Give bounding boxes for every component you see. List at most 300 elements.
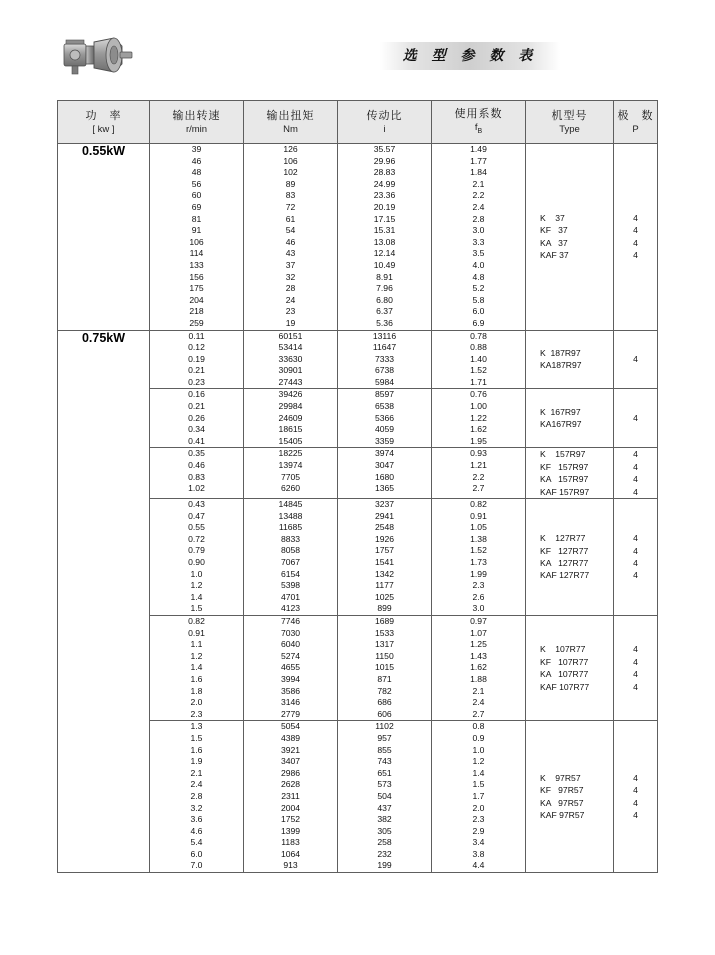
output-torque-cell-value: 5398 <box>280 580 301 591</box>
output-speed-cell-value: 0.46 <box>188 460 205 471</box>
col-header-ratio-en: i <box>383 123 386 135</box>
output-torque-cell-value: 13488 <box>278 510 303 521</box>
model-type-value: KF 37 <box>540 225 568 236</box>
page-title <box>380 42 560 70</box>
service-factor-cell-value: 1.4 <box>472 767 485 778</box>
output-torque-cell <box>244 721 338 873</box>
output-torque-cell-value: 46 <box>285 236 296 247</box>
gear-ratio-cell-value: 1025 <box>374 591 395 602</box>
output-torque-cell-value: 6040 <box>280 639 301 650</box>
gear-ratio-cell-value: 7333 <box>374 353 395 364</box>
output-torque-cell-value: 102 <box>283 167 298 178</box>
poles-cell <box>614 448 658 499</box>
poles-value: 4 <box>633 449 638 460</box>
output-speed-cell <box>150 616 244 721</box>
gear-ratio-cell <box>338 499 432 616</box>
model-type-value: K 37 <box>540 212 565 223</box>
poles-cell <box>614 721 658 873</box>
output-torque-cell <box>244 499 338 616</box>
table-row <box>58 144 658 331</box>
output-torque-cell-value: 18615 <box>278 424 303 435</box>
poles-value: 4 <box>633 656 638 667</box>
spec-table-container <box>57 100 657 873</box>
output-speed-cell-value: 0.47 <box>188 510 205 521</box>
output-speed-cell-value: 0.83 <box>188 471 205 482</box>
output-speed-cell <box>150 330 244 389</box>
service-factor-cell-value: 2.2 <box>472 471 485 482</box>
service-factor-cell-value: 2.0 <box>472 802 485 813</box>
output-speed-cell-value: 106 <box>189 236 204 247</box>
model-type-value: K 157R97 <box>540 449 586 460</box>
gear-ratio-cell <box>338 616 432 721</box>
service-factor-cell-value: 1.25 <box>470 639 487 650</box>
service-factor-cell-value: 3.0 <box>472 225 485 236</box>
poles-value: 4 <box>633 772 638 783</box>
output-torque-cell-value: 53414 <box>278 342 303 353</box>
gear-ratio-cell-value: 2941 <box>374 510 395 521</box>
service-factor-cell-value: 0.88 <box>470 342 487 353</box>
service-factor-cell-value: 2.3 <box>472 580 485 591</box>
table-body <box>58 144 658 873</box>
poles-value: 4 <box>633 250 638 261</box>
service-factor-cell-value: 1.07 <box>470 627 487 638</box>
col-header-type-en: Type <box>559 123 580 135</box>
gear-ratio-cell-value: 1689 <box>374 616 395 626</box>
gear-ratio-cell-value: 6.37 <box>376 306 393 317</box>
output-torque-cell <box>244 389 338 448</box>
gear-ratio-cell-value: 11647 <box>372 342 397 353</box>
output-torque-cell-value: 37 <box>285 259 296 270</box>
gear-ratio-cell-value: 1680 <box>374 471 395 482</box>
output-speed-cell-value: 6.0 <box>190 848 203 859</box>
model-type-cell <box>526 144 614 331</box>
service-factor-cell-value: 0.93 <box>470 448 487 459</box>
output-torque-cell-value: 6260 <box>280 483 301 494</box>
gear-ratio-cell-value: 1177 <box>375 580 394 591</box>
fb-symbol: f <box>474 121 478 133</box>
output-torque-cell-value: 7067 <box>280 557 301 568</box>
service-factor-cell-value: 1.52 <box>470 545 487 556</box>
output-speed-cell-value: 175 <box>189 283 204 294</box>
gear-ratio-cell <box>338 330 432 389</box>
output-speed-cell-value: 1.02 <box>188 483 205 494</box>
output-speed-cell-value: 0.82 <box>188 616 205 626</box>
output-torque-cell-value: 1064 <box>280 848 301 859</box>
model-type-value: K 97R57 <box>540 772 581 783</box>
service-factor-cell <box>432 721 526 873</box>
gear-ratio-cell-value: 782 <box>377 685 392 696</box>
service-factor-cell-value: 2.4 <box>472 201 485 212</box>
gear-ratio-cell-value: 6738 <box>374 365 395 376</box>
poles-cell <box>614 389 658 448</box>
output-torque-cell <box>244 448 338 499</box>
output-speed-cell-value: 1.0 <box>190 568 203 579</box>
output-speed-cell-value: 39 <box>191 144 202 154</box>
poles-value: 4 <box>633 785 638 796</box>
output-speed-cell-value: 2.4 <box>190 779 203 790</box>
output-torque-cell-value: 72 <box>285 201 296 212</box>
model-type-value: KAF 127R77 <box>540 570 590 581</box>
output-torque-cell-value: 33630 <box>278 353 303 364</box>
output-speed-cell-value: 0.79 <box>188 545 205 556</box>
service-factor-cell-value: 0.91 <box>470 510 487 521</box>
model-type-value: KF 107R77 <box>540 656 589 667</box>
service-factor-cell-value: 1.0 <box>472 744 485 755</box>
gear-ratio-cell-value: 4059 <box>374 424 395 435</box>
output-speed-cell-value: 2.3 <box>190 708 203 719</box>
output-speed-cell-value: 0.12 <box>188 342 205 353</box>
gear-ratio-cell-value: 305 <box>377 825 392 836</box>
output-speed-cell-value: 7.0 <box>190 860 203 871</box>
model-type-value: KA 127R77 <box>540 558 589 569</box>
service-factor-cell-value: 1.49 <box>470 144 487 154</box>
poles-value: 4 <box>633 354 638 365</box>
output-torque-cell-value: 1183 <box>281 837 300 848</box>
gear-ratio-cell-value: 1926 <box>374 533 395 544</box>
output-speed-cell <box>150 144 244 331</box>
poles-value: 4 <box>633 810 638 821</box>
poles-cell <box>614 616 658 721</box>
output-speed-cell-value: 0.26 <box>188 412 205 423</box>
service-factor-cell-value: 1.40 <box>470 353 487 364</box>
model-type-value: K 107R77 <box>540 644 586 655</box>
poles-value: 4 <box>633 545 638 556</box>
table-row <box>58 330 658 389</box>
output-speed-cell-value: 2.8 <box>190 790 203 801</box>
gear-ratio-cell-value: 232 <box>377 848 392 859</box>
gear-ratio-cell-value: 199 <box>377 860 392 871</box>
gear-ratio-cell-value: 686 <box>377 697 392 708</box>
output-torque-cell-value: 7746 <box>280 616 301 626</box>
output-speed-cell-value: 3.6 <box>190 814 203 825</box>
service-factor-cell-value: 1.84 <box>470 167 487 178</box>
output-speed-cell-value: 204 <box>189 294 204 305</box>
output-speed-cell-value: 91 <box>191 225 202 236</box>
gear-ratio-cell-value: 855 <box>377 744 392 755</box>
col-header-poles-cn: 极 数 <box>617 108 654 122</box>
output-torque-cell-value: 1399 <box>280 825 301 836</box>
model-type-cell <box>526 616 614 721</box>
poles-cell <box>614 330 658 389</box>
service-factor-cell-value: 1.73 <box>470 557 487 568</box>
service-factor-cell-value: 4.0 <box>472 259 485 270</box>
gear-ratio-cell-value: 3359 <box>374 435 395 446</box>
service-factor-cell-value: 1.2 <box>472 756 485 767</box>
output-speed-cell-value: 1.4 <box>190 591 203 602</box>
col-header-poles <box>614 101 658 144</box>
output-speed-cell-value: 0.11 <box>188 330 205 341</box>
output-speed-cell-value: 156 <box>189 271 204 282</box>
poles-value: 4 <box>633 797 638 808</box>
output-speed-cell-value: 1.6 <box>190 673 203 684</box>
service-factor-cell-value: 2.1 <box>472 685 485 696</box>
service-factor-cell-value: 3.0 <box>472 603 485 614</box>
gear-ratio-cell-value: 10.49 <box>373 259 396 270</box>
gear-ratio-cell-value: 382 <box>377 814 392 825</box>
gear-ratio-cell <box>338 389 432 448</box>
output-torque-cell-value: 27443 <box>278 376 303 387</box>
service-factor-cell-value: 2.4 <box>472 697 485 708</box>
output-speed-cell-value: 1.6 <box>190 744 203 755</box>
model-type-cell <box>526 448 614 499</box>
gear-ratio-cell-value: 24.99 <box>373 178 396 189</box>
model-type-value: KF 157R97 <box>540 461 589 472</box>
service-factor-cell <box>432 616 526 721</box>
output-torque-cell-value: 106 <box>283 155 298 166</box>
output-torque-cell-value: 7705 <box>280 471 301 482</box>
output-speed-cell-value: 114 <box>189 248 204 259</box>
output-speed-cell-value: 0.23 <box>188 376 205 387</box>
gear-ratio-cell-value: 606 <box>377 708 392 719</box>
service-factor-cell-value: 5.8 <box>472 294 485 305</box>
output-torque-cell-value: 2311 <box>281 790 300 801</box>
poles-value: 4 <box>633 212 638 223</box>
service-factor-cell-value: 1.05 <box>470 522 487 533</box>
gear-ratio-cell <box>338 721 432 873</box>
output-speed-cell-value: 1.8 <box>190 685 203 696</box>
service-factor-cell-value: 5.2 <box>472 283 485 294</box>
output-speed-cell-value: 1.1 <box>190 639 203 650</box>
service-factor-cell-value: 2.2 <box>472 190 485 201</box>
col-header-type-cn: 机型号 <box>551 108 588 122</box>
gear-ratio-cell-value: 29.96 <box>373 155 396 166</box>
gear-ratio-cell-value: 15.31 <box>373 225 396 236</box>
gear-ratio-cell-value: 1317 <box>374 639 395 650</box>
output-torque-cell-value: 24 <box>285 294 296 305</box>
col-header-torque-cn: 输出扭矩 <box>266 108 315 122</box>
poles-value: 4 <box>633 681 638 692</box>
col-header-torque <box>244 101 338 144</box>
output-torque-cell-value: 19 <box>285 317 296 328</box>
service-factor-cell-value: 1.00 <box>470 401 487 412</box>
output-speed-cell-value: 2.0 <box>190 697 203 708</box>
gear-ratio-cell-value: 1533 <box>374 627 395 638</box>
poles-value: 4 <box>633 461 638 472</box>
output-speed-cell-value: 1.9 <box>190 756 203 767</box>
output-speed-cell-value: 0.16 <box>188 389 205 400</box>
output-speed-cell-value: 0.35 <box>188 448 205 459</box>
service-factor-cell-value: 0.76 <box>470 389 487 400</box>
output-speed-cell <box>150 448 244 499</box>
service-factor-cell-value: 6.9 <box>472 317 485 328</box>
service-factor-cell-value: 1.5 <box>472 779 485 790</box>
gear-ratio-cell-value: 3237 <box>374 499 395 510</box>
col-header-ratio <box>338 101 432 144</box>
gear-ratio-cell-value: 6538 <box>374 401 395 412</box>
output-torque-cell-value: 4123 <box>280 603 301 614</box>
poles-value: 4 <box>633 474 638 485</box>
gear-ratio-cell-value: 3047 <box>374 460 395 471</box>
gear-ratio-cell-value: 1342 <box>374 568 395 579</box>
service-factor-cell-value: 1.62 <box>470 424 487 435</box>
gear-ratio-cell-value: 1102 <box>375 721 394 732</box>
output-torque-cell-value: 32 <box>285 271 296 282</box>
model-type-value: KAF 107R77 <box>540 681 590 692</box>
model-type-value: K 167R97 <box>540 407 581 418</box>
output-torque-cell-value: 28 <box>285 283 296 294</box>
service-factor-cell-value: 3.3 <box>472 236 485 247</box>
col-header-service-factor <box>432 101 526 144</box>
output-torque-cell-value: 2779 <box>280 708 301 719</box>
gear-ratio-cell-value: 5984 <box>374 376 395 387</box>
model-type-value: KA167R97 <box>540 419 582 430</box>
output-torque-cell-value: 8833 <box>280 533 301 544</box>
service-factor-cell-value: 0.9 <box>472 732 485 743</box>
power-rating-cell: 0.75kW <box>58 330 150 873</box>
gear-ratio-cell-value: 437 <box>377 802 392 813</box>
power-rating-cell: 0.55kW <box>58 144 150 331</box>
col-header-rpm <box>150 101 244 144</box>
output-torque-cell-value: 2986 <box>280 767 301 778</box>
model-type-value: KF 127R77 <box>540 545 589 556</box>
page-title-text: 选 型 参 数 表 <box>402 48 538 64</box>
poles-value: 4 <box>633 486 638 497</box>
service-factor-cell-value: 1.62 <box>470 662 487 673</box>
output-speed-cell-value: 0.21 <box>188 401 205 412</box>
gear-ratio-cell-value: 1757 <box>374 545 395 556</box>
output-speed-cell-value: 0.41 <box>188 435 205 446</box>
output-torque-cell-value: 8058 <box>280 545 301 556</box>
output-speed-cell-value: 1.2 <box>190 650 203 661</box>
output-speed-cell-value: 1.5 <box>190 603 203 614</box>
output-speed-cell-value: 0.72 <box>188 533 205 544</box>
gear-ratio-cell-value: 8597 <box>374 389 395 400</box>
col-header-torque-en: Nm <box>283 123 298 135</box>
output-torque-cell-value: 15405 <box>278 435 303 446</box>
output-speed-cell-value: 4.6 <box>190 825 203 836</box>
col-header-service-factor-en <box>432 121 525 139</box>
output-torque-cell-value: 1752 <box>280 814 301 825</box>
service-factor-cell <box>432 448 526 499</box>
output-speed-cell-value: 1.2 <box>190 580 203 591</box>
output-torque-cell-value: 23 <box>285 306 296 317</box>
output-speed-cell-value: 2.1 <box>190 767 203 778</box>
model-type-value: KAF 37 <box>540 250 569 261</box>
gear-ratio-cell-value: 35.57 <box>373 144 396 154</box>
output-speed-cell-value: 0.91 <box>188 627 205 638</box>
model-type-cell <box>526 330 614 389</box>
model-type-value: KAF 157R97 <box>540 486 590 497</box>
service-factor-cell-value: 1.38 <box>470 533 487 544</box>
model-type-value: KA 97R57 <box>540 797 584 808</box>
service-factor-cell-value: 2.8 <box>472 213 485 224</box>
poles-value: 4 <box>633 225 638 236</box>
output-speed-cell-value: 0.19 <box>188 353 205 364</box>
output-speed-cell-value: 5.4 <box>190 837 203 848</box>
service-factor-cell-value: 4.4 <box>472 860 485 871</box>
gear-ratio-cell-value: 3974 <box>374 448 395 459</box>
service-factor-cell-value: 1.77 <box>470 155 487 166</box>
output-torque-cell-value: 14845 <box>278 499 303 510</box>
service-factor-cell-value: 1.52 <box>470 365 487 376</box>
service-factor-cell-value: 1.22 <box>470 412 487 423</box>
output-speed-cell-value: 81 <box>191 213 202 224</box>
gear-ratio-cell-value: 23.36 <box>373 190 396 201</box>
service-factor-cell-value: 0.8 <box>472 721 485 732</box>
model-type-value: KA 37 <box>540 237 568 248</box>
output-torque-cell-value: 6154 <box>280 568 301 579</box>
service-factor-cell-value: 2.6 <box>472 591 485 602</box>
model-type-value: KA 157R97 <box>540 474 589 485</box>
output-torque-cell-value: 4655 <box>280 662 301 673</box>
output-speed-cell-value: 0.34 <box>188 424 205 435</box>
gear-ratio-cell-value: 28.83 <box>373 167 396 178</box>
gear-ratio-cell-value: 5366 <box>374 412 395 423</box>
output-speed-cell <box>150 721 244 873</box>
output-speed-cell-value: 133 <box>189 259 204 270</box>
output-torque-cell-value: 24609 <box>278 412 303 423</box>
output-speed-cell-value: 0.55 <box>188 522 205 533</box>
col-header-power-cn: 功 率 <box>85 108 122 122</box>
output-torque-cell-value: 60151 <box>278 330 303 341</box>
service-factor-cell-value: 3.4 <box>472 837 485 848</box>
service-factor-cell-value: 2.1 <box>472 178 485 189</box>
col-header-poles-en: P <box>632 123 639 135</box>
gearbox-icon <box>62 32 134 78</box>
gear-ratio-cell-value: 871 <box>377 673 392 684</box>
output-speed-cell-value: 218 <box>189 306 204 317</box>
service-factor-cell-value: 0.82 <box>470 499 487 510</box>
service-factor-cell-value: 1.21 <box>470 460 487 471</box>
output-speed-cell-value: 0.21 <box>188 365 205 376</box>
poles-value: 4 <box>633 413 638 424</box>
col-header-ratio-cn: 传动比 <box>366 108 403 122</box>
gear-ratio-cell-value: 1150 <box>375 650 394 661</box>
poles-value: 4 <box>633 237 638 248</box>
model-type-value: KF 97R57 <box>540 785 584 796</box>
model-type-value: K 187R97 <box>540 348 581 359</box>
output-torque-cell <box>244 144 338 331</box>
output-torque-cell-value: 7030 <box>280 627 301 638</box>
poles-cell <box>614 144 658 331</box>
output-torque-cell-value: 29984 <box>278 401 303 412</box>
service-factor-cell <box>432 144 526 331</box>
output-speed-cell-value: 3.2 <box>190 802 203 813</box>
gear-ratio-cell-value: 1015 <box>374 662 395 673</box>
service-factor-cell-value: 2.9 <box>472 825 485 836</box>
output-torque-cell-value: 18225 <box>278 448 303 459</box>
output-torque-cell-value: 30901 <box>278 365 303 376</box>
service-factor-cell-value: 3.5 <box>472 248 485 259</box>
table-header <box>58 101 658 144</box>
page-header <box>0 0 715 86</box>
service-factor-cell-value: 1.88 <box>470 673 487 684</box>
gear-ratio-cell-value: 7.96 <box>376 283 393 294</box>
output-speed-cell <box>150 389 244 448</box>
model-type-value: KA187R97 <box>540 360 582 371</box>
col-header-rpm-en: r/min <box>185 123 208 135</box>
spec-table <box>57 100 658 873</box>
gear-ratio-cell-value: 17.15 <box>373 213 396 224</box>
output-torque-cell-value: 43 <box>285 248 296 259</box>
poles-value: 4 <box>633 644 638 655</box>
output-speed-cell-value: 48 <box>191 167 202 178</box>
service-factor-cell-value: 6.0 <box>472 306 485 317</box>
gear-ratio-cell-value: 6.80 <box>376 294 393 305</box>
poles-value: 4 <box>633 558 638 569</box>
service-factor-cell-value: 1.43 <box>470 650 487 661</box>
col-header-rpm-cn: 输出转速 <box>172 108 221 122</box>
output-speed-cell-value: 1.4 <box>190 662 203 673</box>
gear-ratio-cell-value: 13116 <box>372 330 397 341</box>
output-torque-cell-value: 39426 <box>278 389 303 400</box>
output-speed-cell-value: 259 <box>189 317 204 328</box>
service-factor-cell-value: 1.99 <box>470 568 487 579</box>
col-header-power <box>58 101 150 144</box>
gear-ratio-cell-value: 1541 <box>374 557 395 568</box>
gear-ratio-cell <box>338 144 432 331</box>
output-torque-cell-value: 3921 <box>280 744 301 755</box>
